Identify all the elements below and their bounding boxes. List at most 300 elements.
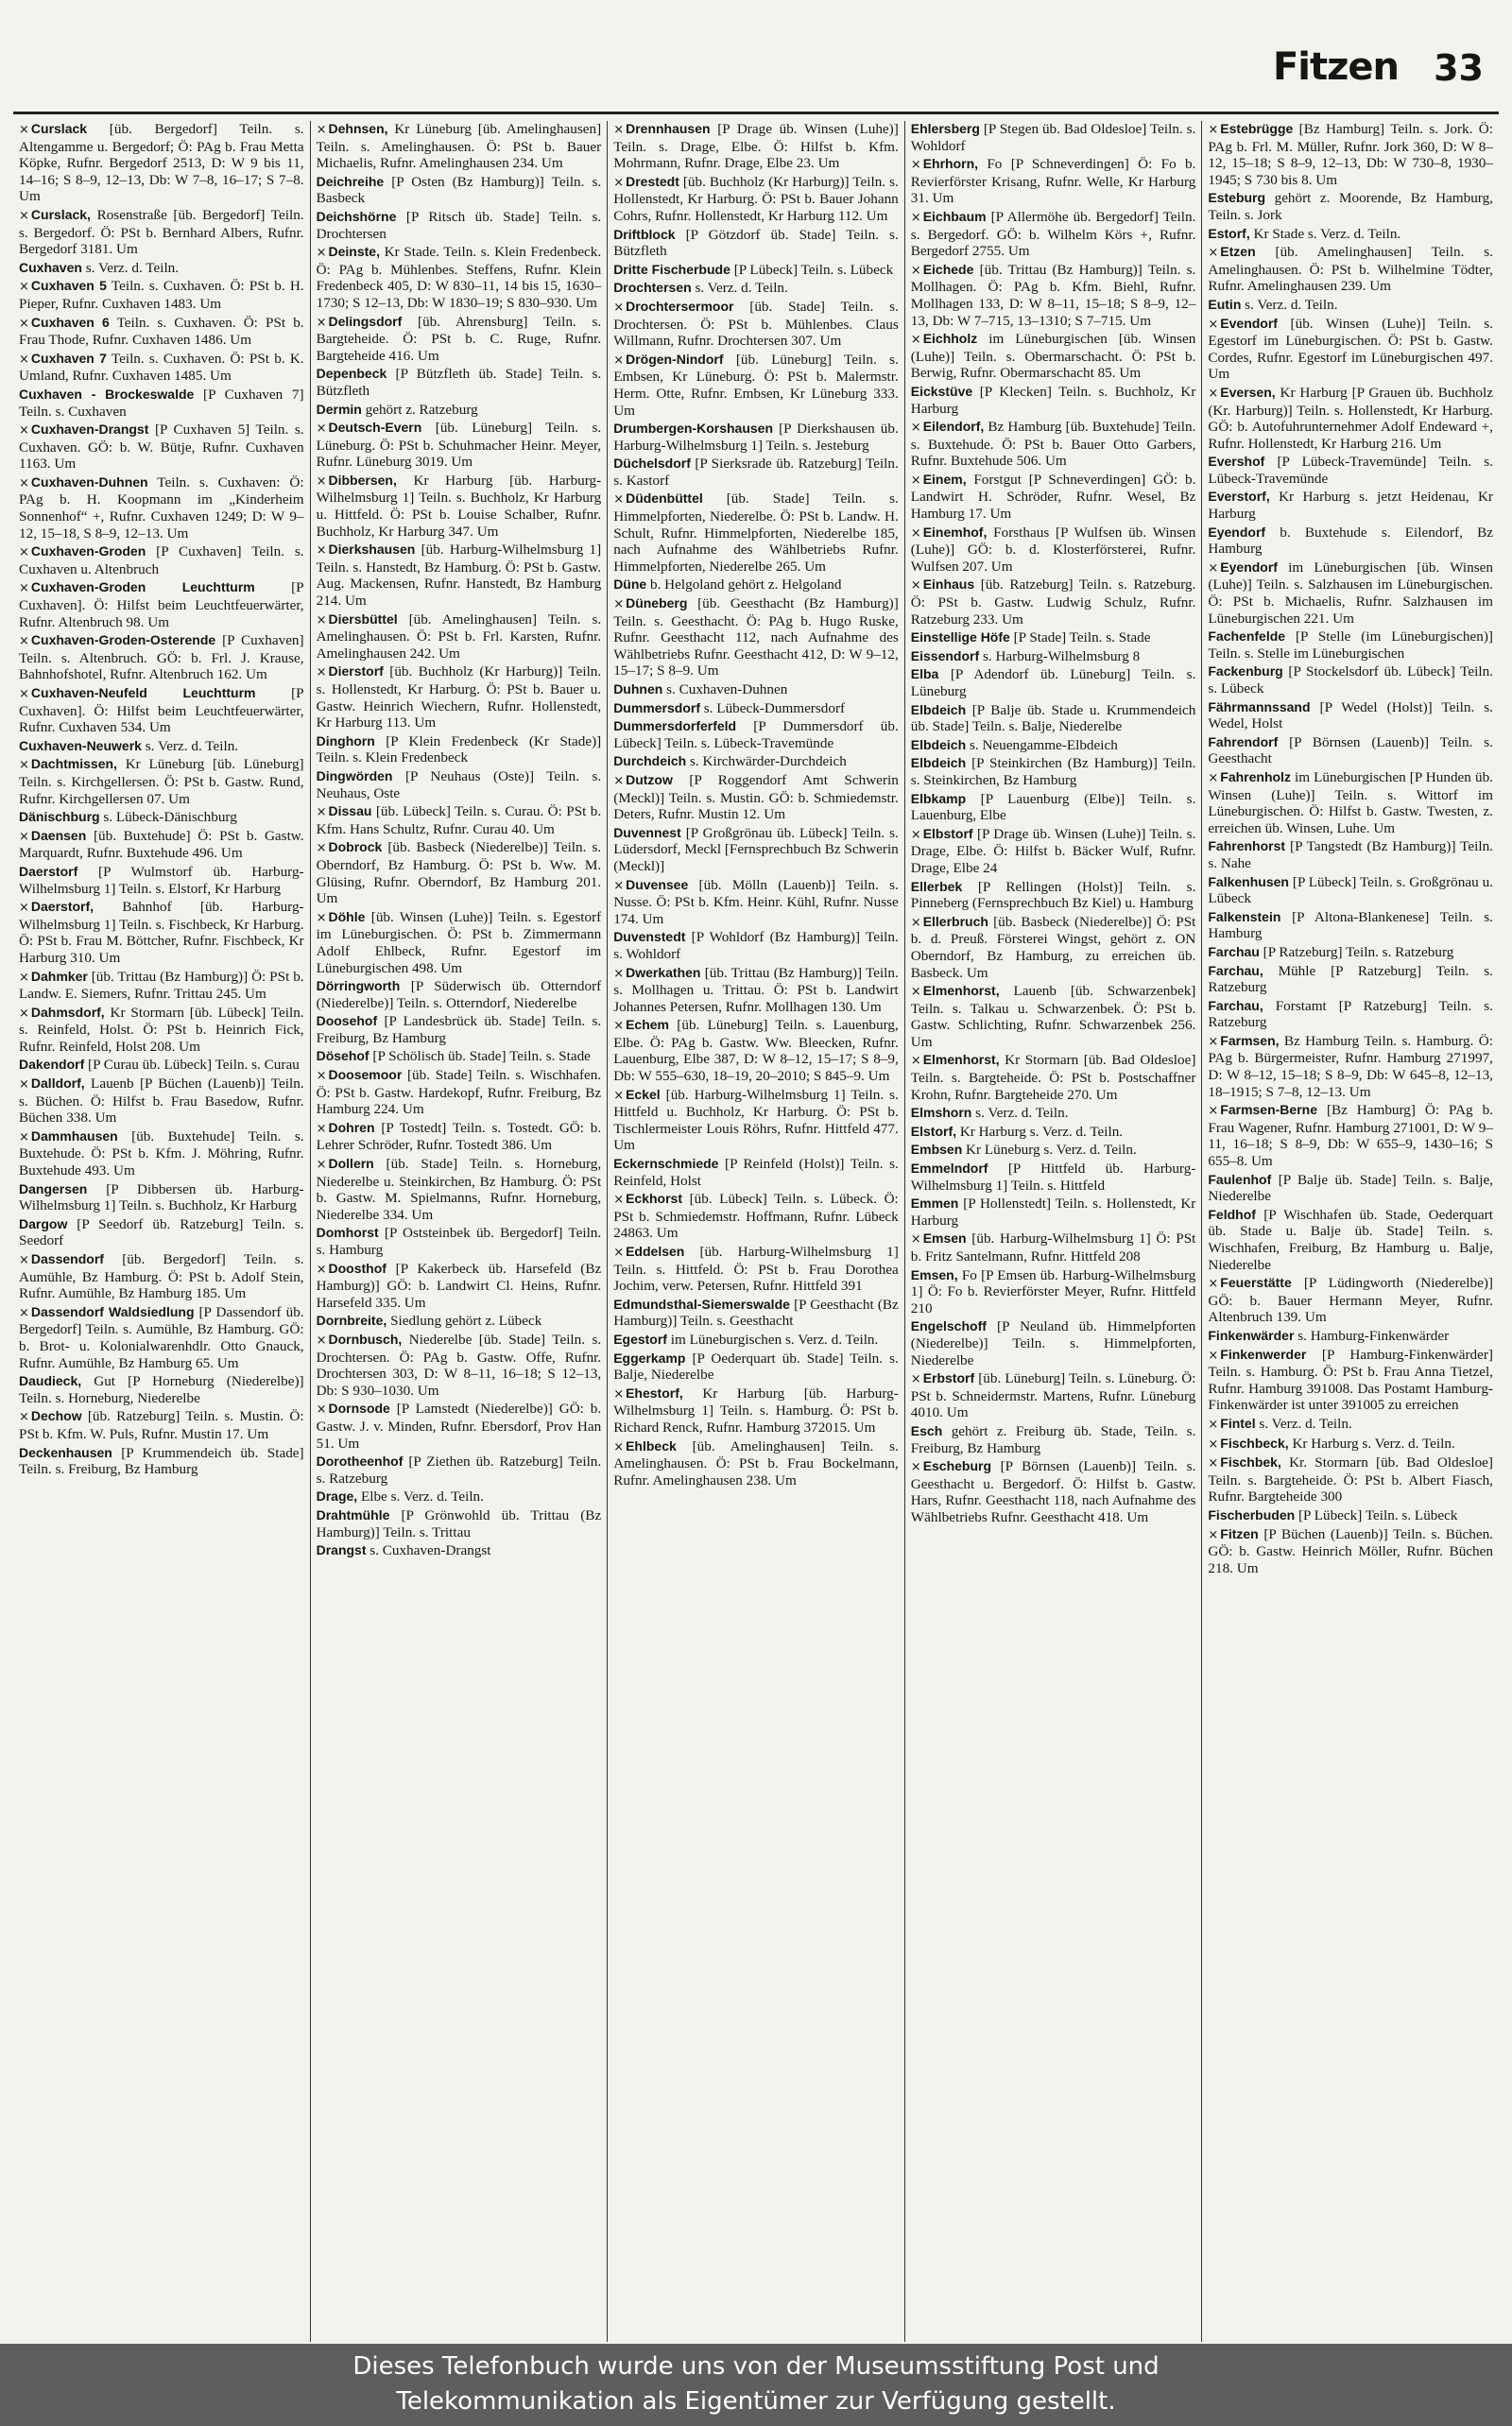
post-office-mark-icon: × [613, 1439, 625, 1454]
entry-details: [P Seedorf üb. Ratzeburg] Teiln. s. Seedorf [19, 1215, 304, 1249]
directory-entry [911, 702, 1196, 735]
running-head-title: Fitzen [1272, 45, 1399, 89]
directory-entry [613, 280, 899, 297]
post-office-mark-icon: × [19, 758, 29, 773]
directory-entry [317, 839, 602, 906]
entry-details: [P Oststeinbek üb. Bergedorf] Teiln. s. Hamburg [316, 1225, 602, 1258]
entry-details: [P Lauenburg (Elbe)] Teiln. s. Lauenburg, Elbe [910, 790, 1196, 824]
entry-details: Bz Hamburg Teiln. s. Hamburg. Ö: PAg b. Bürgermeister, Rufnr. Hamburg 271997, D: W 8–12, 15–18; S 8–9, Db: W 645–8, 12–13, 18–1915; S 7–8, 12–13. Um [1208, 1032, 1493, 1100]
entry-details: [üb. Basbeck (Niederelbe)] Teiln. s. Oberndorf, Bz Hamburg. Ö: PSt b. Ww. M. Glüsing, Rufnr. Oberndorf, Bz Hamburg 201. Um [316, 839, 602, 907]
entry-place-name: Dinghorn [316, 732, 375, 748]
entry-place-name: Esteburg [1208, 190, 1266, 206]
entry-place-name: Dakendorf [19, 1057, 85, 1073]
post-office-mark-icon: × [910, 333, 921, 348]
entry-place-name: Elmenhorst, [922, 983, 1000, 999]
entry-place-name: Elbkamp [910, 790, 967, 806]
entry-details: Lauenb [üb. Schwarzenbek] Teiln. s. Talkau u. Schwarzenbek. Ö: PSt b. Gastw. Schlichting, Rufnr. Schwarzenbek 256. Um [910, 983, 1196, 1050]
entry-details: [P Lübeck] Teiln. s. Lübeck [733, 261, 894, 278]
entry-place-name: Dibbersen, [328, 472, 397, 488]
entry-place-name: Eddelsen [626, 1244, 685, 1259]
entry-details: [P Rellingen (Holst)] Teiln. s. Pinneberg (Fernsprechbuch Bz Kiel) u. Hamburg [910, 878, 1196, 912]
directory-entry [317, 1454, 602, 1487]
entry-details: Gut [P Horneburg (Niederelbe)] Teiln. s. Horneburg, Niederelbe [19, 1373, 304, 1406]
post-office-mark-icon: × [316, 123, 327, 137]
post-office-mark-icon: × [910, 525, 921, 541]
entry-place-name: Farchau [1208, 943, 1260, 959]
post-office-mark-icon: × [19, 634, 29, 649]
entry-details: [üb. Lüneburg] Teiln. s. Embsen, Kr Lüneburg. Ö: PSt b. Malermstr. Herm. Otte, Rufnr. Embsen, Kr Lüneburg 333. Um [613, 351, 899, 419]
directory-entry [911, 1458, 1196, 1525]
entry-place-name: Eichbaum [922, 208, 987, 224]
directory-entry [317, 1542, 602, 1559]
entry-place-name: Dierstorf [328, 663, 384, 680]
directory-entry [1208, 838, 1493, 871]
entry-place-name: Ellerbruch [922, 913, 988, 929]
directory-entry [317, 663, 602, 731]
directory-entry [1208, 944, 1493, 961]
entry-place-name: Curslack, [30, 206, 91, 222]
entry-place-name: Eyendorf [1208, 524, 1266, 540]
post-office-mark-icon: × [19, 829, 29, 844]
entry-details: b. Helgoland gehört z. Helgoland [649, 576, 842, 594]
directory-entry [911, 791, 1196, 824]
column-2 [310, 121, 608, 2342]
directory-entry [19, 1075, 304, 1127]
directory-entry [1208, 1436, 1493, 1454]
entry-place-name: Dechow [30, 1408, 82, 1424]
directory-entry [1208, 297, 1493, 314]
entry-details: [P Hittfeld üb. Harburg-Wilhelmsburg 1] Teiln. s. Hittfeld [910, 1161, 1196, 1194]
entry-place-name: Engelschoff [910, 1318, 987, 1334]
post-office-mark-icon: × [613, 123, 625, 137]
directory-entry [613, 718, 899, 751]
entry-details: [P Curau üb. Lübeck] Teiln. s. Curau [88, 1057, 300, 1074]
directory-entry [1208, 769, 1493, 836]
entry-details: [P Wischhafen üb. Stade, Oederquart üb. Stade u. Balje üb. Stade] Teiln. s. Wischhafen, Freiburg, Bz Hamburg u. Balje, Niederelbe [1208, 1206, 1493, 1273]
entry-place-name: Dargow [19, 1215, 68, 1231]
entry-place-name: Deichshörne [316, 208, 397, 224]
directory-entry [317, 1156, 602, 1223]
entry-details: [P Neuhaus (Oste)] Teiln. s. Neuhaus, Oste [316, 767, 602, 801]
entry-details: b. Buxtehude s. Eilendorf, Bz Hamburg [1208, 524, 1493, 558]
directory-entry [911, 914, 1196, 981]
entry-details: [üb. Harburg-Wilhelmsburg 1] Teiln. s. Hanstedt, Bz Hamburg. Ö: PSt b. Gastw. Aug. Mackensen, Rufnr. Hanstedt, Bz Hamburg 214. Um [316, 542, 602, 610]
directory-entry [1208, 1172, 1493, 1205]
entry-details: [P Wedel (Holst)] Teiln. s. Wedel, Holst [1208, 698, 1493, 732]
entry-place-name: Etzen [1220, 244, 1256, 260]
entry-place-name: Dorotheenhof [316, 1454, 404, 1470]
entry-details: [P Cuxhaven 5] Teiln. s. Cuxhaven. GÖ: b. W. Bütje, Rufnr. Cuxhaven 1163. Um [19, 422, 304, 473]
entry-details: [P Drage üb. Winsen (Luhe)] Teiln. s. Drage, Elbe. Ö: Hilfst b. Kfm. Mohrmann, Rufnr. Drage, Elbe 23. Um [613, 121, 899, 172]
entry-details: s. Verz. d. Teiln. [695, 280, 788, 297]
directory-entry [19, 969, 304, 1003]
post-office-mark-icon: × [1208, 1437, 1219, 1452]
directory-entry [613, 825, 899, 875]
entry-details: [P Cuxhaven] Teiln. s. Cuxhaven u. Altenbruch [19, 543, 304, 577]
entry-place-name: Düchelsdorf [613, 456, 691, 472]
entry-place-name: Ehestorf, [626, 1385, 683, 1401]
directory-entry [317, 1120, 602, 1154]
entry-details: [üb. Buchholz (Kr Harburg)] Teiln. s. Hollenstedt, Kr Harburg. Ö: PSt b. Bauer u. Gastw. Heinrich Wiechern, Rufnr. Hollenstedt, Kr Harburg 113. Um [316, 663, 602, 731]
post-office-mark-icon: × [316, 1333, 327, 1348]
directory-entry [317, 978, 602, 1011]
directory-entry [613, 929, 899, 962]
directory-entry [19, 474, 304, 542]
entry-details: [P Großgrönau üb. Lübeck] Teiln. s. Lüdersdorf, Meckl [Fernsprechbuch Bz Schwerin (Meckl)] [613, 824, 899, 874]
entry-place-name: Ehlbeck [626, 1437, 677, 1454]
entry-place-name: Cuxhaven-Groden Leuchtturm [30, 579, 255, 595]
directory-entry [317, 1313, 602, 1330]
directory-entry [613, 1156, 899, 1189]
entry-details: [üb. Amelinghausen] Teiln. s. Amelinghausen. Ö: PSt b. Wilhelmine Tödter, Rufnr. Amelinghausen 239. Um [1208, 244, 1493, 295]
directory-entry [911, 1105, 1196, 1122]
post-office-mark-icon: × [613, 966, 625, 981]
post-office-mark-icon: × [613, 300, 625, 315]
directory-entry [613, 681, 899, 698]
directory-entry [317, 909, 602, 976]
post-office-mark-icon: × [316, 315, 327, 330]
directory-entry [1208, 1347, 1493, 1414]
post-office-mark-icon: × [316, 473, 327, 489]
entry-place-name: Cuxhaven-Neufeld Leuchtturm [30, 685, 256, 700]
entry-details: Kr Harburg [P Grauen üb. Buchholz (Kr. Harburg)] Teiln. s. Hollenstedt, Kr Harburg. GÖ: b. Autofuhrunternehmer Adolf Endeward +, Rufnr. Hollenstedt, Kr Harburg 216. Um [1208, 384, 1493, 452]
post-office-mark-icon: × [613, 1193, 625, 1208]
post-office-mark-icon: × [316, 910, 327, 925]
entry-details: [P Allermöhe üb. Bergedorf] Teiln. s. Bergedorf. GÖ: b. Wilhelm Körs +, Rufnr. Bergedorf 2755. Um [910, 208, 1196, 260]
entry-place-name: Drage, [316, 1488, 358, 1505]
entry-details: [P Balje üb. Stade u. Krummendeich üb. Stade] Teiln. s. Balje, Niederelbe [910, 701, 1196, 735]
post-office-mark-icon: × [19, 475, 29, 490]
directory-entry [911, 156, 1196, 207]
directory-entry [1208, 1526, 1493, 1577]
entry-place-name: Cuxhaven 5 [30, 278, 107, 294]
entry-place-name: Estebrügge [1220, 121, 1294, 136]
entry-place-name: Cuxhaven 6 [30, 314, 110, 330]
entry-details: Mühle [P Ratzeburg] Teiln. s. Ratzeburg [1208, 962, 1493, 996]
entry-place-name: Elba [910, 666, 939, 682]
directory-entry [19, 422, 304, 473]
entry-place-name: Dritte Fischerbude [613, 261, 730, 277]
directory-entry [19, 809, 304, 826]
entry-details: [üb. Harburg-Wilhelmsburg 1] Teiln. s. Hittfeld. Ö: PSt b. Frau Dorothea Jochim, verw. Petersen, Rufnr. Hittfeld 391 [613, 1244, 899, 1295]
post-office-mark-icon: × [316, 805, 327, 820]
entry-place-name: Deckenhausen [19, 1444, 112, 1460]
directory-entry [911, 1267, 1196, 1317]
entry-place-name: Dummersdorf [613, 699, 700, 715]
entry-details: [P Dierkshausen üb. Harburg-Wilhelmsburg 1] Teiln. s. Jesteburg [613, 421, 899, 454]
directory-entry [613, 877, 899, 928]
column-1 [13, 121, 310, 2342]
entry-place-name: Finkenwerder [1220, 1346, 1307, 1362]
directory-entry [1208, 1507, 1493, 1524]
directory-entry [911, 737, 1196, 754]
entry-details: Kr Harburg s. Verz. d. Teiln. [959, 1123, 1124, 1140]
entry-place-name: Emsen, [910, 1266, 958, 1282]
entry-details: [üb. Lüneburg] Teiln. s. Lüneburg. Ö: PSt b. Schuhmacher Heinr. Meyer, Rufnr. Lüneburg 3019. Um [316, 420, 602, 471]
entry-place-name: Elmshorn [910, 1105, 972, 1121]
directory-entry [1208, 525, 1493, 558]
entry-place-name: Eckel [626, 1086, 661, 1102]
directory-entry [1208, 190, 1493, 223]
entry-place-name: Deinste, [328, 244, 380, 260]
entry-details: [P Hamburg-Finkenwärder] Teiln. s. Hamburg. Ö: PSt b. Frau Anna Tietzel, Rufnr. Hamburg 391008. Das Postamt Hamburg-Finkenwärder ist unter 391005 zu erreichen [1208, 1346, 1493, 1414]
post-office-mark-icon: × [316, 422, 327, 437]
post-office-mark-icon: × [19, 970, 29, 985]
entry-place-name: Fahrenholz [1220, 768, 1291, 784]
directory-entry [317, 314, 602, 365]
directory-entry [19, 685, 304, 736]
entry-details: [üb. Lübeck] Teiln. s. Curau. Ö: PSt b. Kfm. Hans Schultz, Rufnr. Curau 40. Um [316, 803, 602, 837]
entry-details: Kr Lüneburg [üb. Amelinghausen] Teiln. s. Amelinghausen. Ö: PSt b. Bauer Michaelis, Rufnr. Amelinghausen 234. Um [316, 121, 602, 172]
entry-place-name: Fachenfelde [1208, 628, 1286, 645]
entry-place-name: Dörringworth [316, 978, 401, 994]
entry-details: [üb. Stade] Teiln. s. Horneburg, Niederelbe u. Steinkirchen, Bz Hamburg. Ö: PSt b. Gastw. M. Spielmanns, Rufnr. Horneburg, Niederelbe 334. Um [316, 1156, 602, 1223]
entry-details: [üb. Mölln (Lauenb)] Teiln. s. Nusse. Ö: PSt b. Kfm. Heinr. Kühl, Rufnr. Nusse 174. Um [613, 876, 899, 927]
entry-details: [üb. Stade] Teiln. s. Drochtersen. Ö: PSt b. Mühlenbes. Claus Willmann, Rufnr. Drochtersen 307. Um [613, 298, 899, 350]
post-office-mark-icon: × [19, 1077, 29, 1093]
entry-details: [P Reinfeld (Holst)] Teiln. s. Reinfeld, Holst [613, 1156, 899, 1189]
directory-entry [19, 121, 304, 205]
entry-details: s. Verz. d. Teiln. [1245, 296, 1338, 313]
directory-entry [613, 1017, 899, 1084]
entry-details: [P Landesbrück üb. Stade] Teiln. s. Freiburg, Bz Hamburg [316, 1013, 602, 1046]
entry-place-name: Emmelndorf [910, 1161, 988, 1177]
post-office-mark-icon: × [19, 545, 29, 560]
post-office-mark-icon: × [19, 208, 29, 223]
entry-place-name: Duvennest [613, 824, 681, 840]
post-office-mark-icon: × [1208, 1104, 1219, 1119]
directory-entry [1208, 1328, 1493, 1345]
entry-details: Teiln. s. Cuxhaven: Ö: PAg b. H. Koopmann im „Kinderheim Sonnenhof“ +, Rufnr. Cuxhaven 1249; D: W 9–12, 15–18, S 8–9, 12–13. Um [19, 473, 304, 542]
post-office-mark-icon: × [1208, 560, 1219, 576]
post-office-mark-icon: × [1208, 770, 1219, 785]
entry-place-name: Esch [910, 1422, 943, 1438]
entry-details: [üb. Harburg-Wilhelmsburg 1] Teiln. s. Hittfeld u. Buchholz, Kr Harburg. Ö: PSt b. Tischlermeister Louis Röhrs, Rufnr. Hittfeld 477. Um [613, 1086, 899, 1154]
entry-details: gehört z. Freiburg üb. Stade, Teiln. s. Freiburg, Bz Hamburg [910, 1422, 1196, 1456]
directory-entry [911, 1196, 1196, 1229]
post-office-mark-icon: × [19, 352, 29, 367]
directory-entry [317, 1225, 602, 1258]
directory-entry [19, 632, 304, 683]
directory-entry [317, 1013, 602, 1046]
post-office-mark-icon: × [613, 175, 625, 190]
directory-entry [613, 1087, 899, 1154]
entry-details: s. Hamburg-Finkenwärder [1297, 1327, 1450, 1344]
post-office-mark-icon: × [613, 1246, 625, 1260]
entry-place-name: Dachtmissen, [30, 756, 117, 772]
entry-details: Kr Stormarn [üb. Bad Oldesloe] Teiln. s. Bargteheide. Ö: PSt b. Postschaffner Krohn, Rufnr. Bargteheide 270. Um [910, 1052, 1196, 1103]
directory-entry [19, 1445, 304, 1478]
entry-place-name: Emsen [922, 1230, 967, 1247]
directory-entry [317, 1067, 602, 1118]
entry-details: [P Bützfleth üb. Stade] Teiln. s. Bützfleth [316, 366, 602, 399]
entry-details: im Lüneburgischen [üb. Winsen (Luhe)] Teiln. s. Obermarschacht. Ö: PSt b. Berwig, Rufnr. Obermarschacht 85. Um [910, 331, 1196, 382]
post-office-mark-icon: × [910, 1460, 921, 1475]
directory-entry [317, 803, 602, 837]
footer-line-2: Telekommunikation als Eigentümer zur Verfügung gestellt. [396, 2387, 1116, 2416]
entry-place-name: Fahrenhorst [1208, 838, 1286, 854]
entry-place-name: Eichholz [922, 331, 978, 347]
page-header [0, 38, 1512, 113]
directory-entry [1208, 909, 1493, 942]
entry-place-name: Duhnen [613, 681, 663, 697]
directory-entry [613, 1385, 899, 1437]
directory-entry [19, 828, 304, 862]
entry-details: [üb. Winsen (Luhe)] Teiln. s. Egestorf im Lüneburgischen. Ö: PSt b. Zimmermann Adolf Ehlbeck, Rufnr. Egestorf im Lüneburgischen 498. Um [316, 908, 602, 976]
entry-place-name: Finkenwärder [1208, 1327, 1295, 1343]
entry-place-name: Cuxhaven [19, 259, 82, 275]
entry-place-name: Echem [626, 1017, 670, 1033]
entry-place-name: Dassendorf [30, 1251, 104, 1266]
directory-entry [613, 595, 899, 680]
entry-details: [P Dummersdorf üb. Lübeck] Teiln. s. Lübeck-Travemünde [613, 718, 899, 751]
post-office-mark-icon: × [19, 581, 29, 596]
entry-place-name: Cuxhaven - Brockeswalde [19, 386, 195, 402]
entry-details: Kr Stormarn [üb. Lübeck] Teiln. s. Reinfeld, Holst. Ö: PSt b. Heinrich Fick, Rufnr. Reinfeld, Holst 208. Um [19, 1004, 304, 1055]
entry-place-name: Deutsch-Evern [328, 420, 422, 436]
entry-details: [üb. Basbeck (Niederelbe)] Ö: PSt b. d. Preuß. Försterei Wingst, gehört z. ON Oberndorf, Bz Hamburg, zu erreichen üb. Basbeck. Um [910, 913, 1196, 981]
entry-details: Lauenb [P Büchen (Lauenb)] Teiln. s. Büchen. Ö: Hilfst b. Frau Basedow, Rufnr. Büchen 338. Um [19, 1075, 304, 1127]
entry-place-name: Driftblock [613, 226, 676, 242]
directory-entry [911, 472, 1196, 523]
post-office-mark-icon: × [19, 1006, 29, 1021]
entry-place-name: Eckernschmiede [613, 1156, 719, 1172]
entry-details: [P Lüdingworth (Niederelbe)] GÖ: b. Bauer Hermann Meyer, Rufnr. Altenbruch 139. Um [1208, 1275, 1493, 1326]
directory-entry [613, 1332, 899, 1349]
entry-place-name: Dwerkathen [626, 964, 701, 980]
entry-details: [P Stade] Teiln. s. Stade [1013, 629, 1151, 646]
post-office-mark-icon: × [316, 246, 327, 261]
entry-details: [P Oederquart üb. Stade] Teiln. s. Balje, Niederelbe [613, 1350, 899, 1384]
entry-details: [üb. Ratzeburg] Teiln. s. Ratzeburg. Ö: PSt b. Gastw. Ludwig Schulz, Rufnr. Ratzeburg 233. Um [910, 576, 1196, 628]
entry-details: [P Cuxhaven 7] Teiln. s. Cuxhaven [19, 386, 304, 420]
directory-entry [613, 421, 899, 454]
entry-place-name: Feldhof [1208, 1206, 1256, 1222]
directory-entry [1208, 699, 1493, 732]
column-5 [1201, 121, 1499, 2342]
entry-details: Kr Harburg s. Verz. d. Teiln. [1292, 1435, 1455, 1452]
entry-details: [P Götzdorf üb. Stade] Teiln. s. Bützfleth [613, 226, 899, 260]
entry-place-name: Falkenstein [1208, 908, 1281, 924]
entry-details: [P Wulmstorf üb. Harburg-Wilhelmsburg 1] Teiln. s. Elstorf, Kr Harburg [19, 863, 304, 897]
entry-details: [P Lübeck] Teiln. s. Großgrönau u. Lübeck [1208, 873, 1493, 907]
entry-details: s. Neuengamme-Elbdeich [969, 736, 1118, 753]
post-office-mark-icon: × [1208, 246, 1219, 261]
entry-place-name: Edmundsthal-Siemerswalde [613, 1296, 790, 1312]
entry-place-name: Daudieck, [19, 1373, 82, 1389]
directory-entry [613, 227, 899, 260]
entry-details: [üb. Stade] Teiln. s. Himmelpforten, Niederelbe. Ö: PSt b. Landw. H. Schult, Rufnr. Himmelpforten, Niederelbe 185, nach Aufnahme des Wählbetriebs Rufnr. Himmelpforten, Niederelbe 265. Um [613, 490, 899, 575]
post-office-mark-icon: × [910, 578, 921, 594]
post-office-mark-icon: × [19, 1129, 29, 1144]
entry-details: [P Büchen (Lauenb)] Teiln. s. Büchen. GÖ: b. Gastw. Heinrich Möller, Rufnr. Büchen 218. Um [1208, 1525, 1493, 1576]
entry-place-name: Drestedt [626, 173, 679, 189]
entry-place-name: Dummersdorferfeld [613, 718, 737, 734]
entry-details: [üb. Buxtehude] Teiln. s. Buxtehude. Ö: PSt b. Kfm. J. Möhring, Rufnr. Buxtehude 493. Um [19, 1127, 304, 1179]
entry-place-name: Dösehof [316, 1048, 369, 1064]
entry-details: [P Cuxhaven]. Ö: Hilfst beim Leuchtfeuerwärter, Rufnr. Altenbruch 98. Um [19, 579, 304, 630]
directory-entry [613, 352, 899, 419]
entry-details: Teiln. s. Cuxhaven. Ö: PSt b. H. Pieper, Rufnr. Cuxhaven 1483. Um [19, 278, 304, 312]
entry-details: [üb. Trittau (Bz Hamburg)] Teiln. s. Mollhagen u. Trittau. Ö: PSt b. Landwirt Johannes Petersen, Rufnr. Mollhagen 130. Um [613, 964, 899, 1015]
post-office-mark-icon: × [19, 1305, 29, 1320]
entry-details: [üb. Ratzeburg] Teiln. s. Mustin. Ö: PSt b. Kfm. W. Puls, Rufnr. Mustin 17. Um [19, 1408, 304, 1442]
entry-place-name: Drögen-Nindorf [626, 351, 724, 367]
directory-entry [317, 402, 602, 419]
directory-entry [19, 738, 304, 755]
post-office-mark-icon: × [19, 423, 29, 439]
directory-entry [613, 1297, 899, 1330]
post-office-mark-icon: × [910, 158, 921, 173]
entry-place-name: Dornbreite, [316, 1313, 387, 1329]
entry-place-name: Farmsen, [1220, 1032, 1280, 1048]
directory-entry [911, 629, 1196, 646]
directory-columns [13, 121, 1499, 2342]
directory-entry [613, 174, 899, 225]
post-office-mark-icon: × [19, 1410, 29, 1425]
post-office-mark-icon: × [316, 543, 327, 559]
directory-entry [19, 543, 304, 577]
entry-details: [P Drage üb. Winsen (Luhe)] Teiln. s. Drage, Elbe. Ö: Hilfst b. Bäcker Wulf, Rufnr. Drage, Elbe 24 [910, 825, 1196, 876]
entry-place-name: Düne [613, 576, 647, 593]
entry-place-name: Dobrock [328, 839, 383, 855]
page-number: 33 [1434, 47, 1484, 89]
entry-details: [P Lübeck] Teiln. s. Lübeck [1297, 1506, 1458, 1523]
entry-place-name: Drennhausen [626, 121, 711, 136]
post-office-mark-icon: × [1208, 317, 1219, 332]
entry-details: [P Wohldorf (Bz Hamburg)] Teiln. s. Wohldorf [613, 929, 899, 962]
directory-entry [19, 1057, 304, 1074]
directory-entry [1208, 559, 1493, 627]
directory-entry [317, 473, 602, 540]
post-office-mark-icon: × [1208, 1456, 1219, 1471]
entry-details: [P Balje üb. Stade] Teiln. s. Balje, Niederelbe [1208, 1171, 1493, 1205]
directory-entry [1208, 663, 1493, 697]
entry-place-name: Ellerbek [910, 878, 963, 894]
entry-place-name: Domhorst [316, 1225, 379, 1241]
entry-details: [üb. Trittau (Bz Hamburg)] Teiln. s. Mollhagen. Ö: PAg b. Kfm. Biehl, Rufnr. Mollhagen 133, D: W 8–11, 15–18; S 8–9, 12–13, Db: W 7–715, 13–1310; S 7–715. Um [910, 261, 1196, 329]
directory-entry [1208, 1033, 1493, 1100]
entry-details: [P Tangstedt (Bz Hamburg)] Teiln. s. Nahe [1208, 838, 1493, 871]
directory-entry [911, 1161, 1196, 1194]
entry-place-name: Cuxhaven-Duhnen [30, 473, 148, 490]
entry-place-name: Fährmannssand [1208, 698, 1311, 714]
column-4 [904, 121, 1202, 2342]
entry-place-name: Eissendorf [910, 647, 980, 663]
directory-entry [911, 384, 1196, 417]
entry-place-name: Everstorf, [1208, 489, 1270, 505]
entry-details: [P Sierksrade üb. Ratzeburg] Teiln. s. Kastorf [613, 456, 899, 489]
directory-entry [1208, 489, 1493, 522]
post-office-mark-icon: × [316, 841, 327, 856]
post-office-mark-icon: × [316, 665, 327, 680]
directory-entry [1208, 874, 1493, 907]
entry-place-name: Duvenstedt [613, 929, 686, 945]
entry-details: Kr Lüneburg [üb. Lüneburg] Teiln. s. Kirchgellersen. Ö: PSt b. Gastw. Rund, Rufnr. Kirchgellersen 07. Um [19, 756, 304, 807]
directory-entry [613, 456, 899, 489]
entry-details: [P Dibbersen üb. Harburg-Wilhelmsburg 1] Teiln. s. Buchholz, Kr Harburg [19, 1180, 304, 1214]
directory-entry [911, 983, 1196, 1050]
directory-entry [317, 768, 602, 801]
entry-place-name: Deichreihe [316, 173, 385, 189]
entry-details: [üb. Geesthacht (Bz Hamburg)] Teiln. s. Geesthacht. Ö: PAg b. Hugo Ruske, Rufnr. Geesthacht 112, nach Aufnahme des Wählbetriebs Rufnr. Geesthacht 412, D: W 9–12, 15–17; S 8–9. Um [613, 595, 899, 680]
entry-place-name: Falkenhusen [1208, 873, 1289, 889]
directory-entry [19, 1408, 304, 1442]
directory-entry [317, 733, 602, 766]
post-office-mark-icon: × [613, 492, 625, 508]
directory-entry [911, 121, 1196, 154]
entry-place-name: Drumbergen-Korshausen [613, 421, 773, 437]
